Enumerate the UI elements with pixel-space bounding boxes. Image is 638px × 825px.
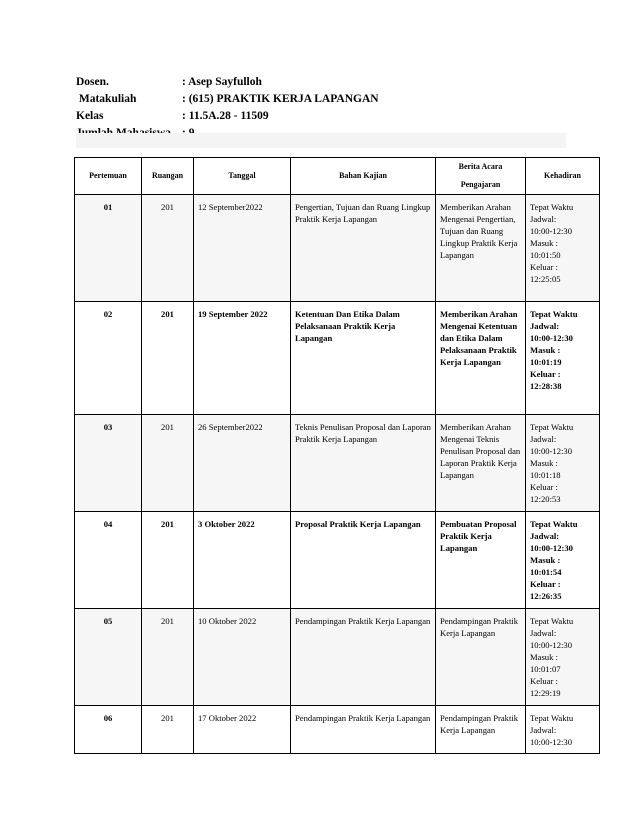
col-berita-acara-line1: Berita Acara [458, 162, 503, 171]
berita-acara-cell [436, 195, 526, 302]
kehadiran-line: Masuk : [530, 345, 561, 355]
tanggal-cell-text: 10 Oktober 2022 [198, 616, 257, 626]
tanggal-cell [194, 195, 291, 302]
pertemuan-cell-text: 01 [103, 202, 113, 212]
berita-acara-cell [436, 302, 526, 415]
bahan-kajian-cell-text: Ketentuan Dan Etika Dalam Pelaksanaan Praktik Kerja Lapangan [295, 309, 400, 343]
ruangan-cell-text: 201 [161, 713, 174, 723]
kehadiran-line: 12:28:38 [530, 381, 562, 391]
ruangan-cell [142, 195, 194, 302]
kehadiran-line: 10:00-12:30 [530, 737, 573, 747]
col-tanggal: Tanggal [194, 158, 291, 195]
ruangan-cell [142, 415, 194, 512]
berita-acara-cell [436, 512, 526, 609]
kehadiran-cell [526, 195, 600, 302]
kehadiran-line: Jadwal: [530, 321, 560, 331]
kelas-label: Kelas [76, 110, 104, 122]
kehadiran-cell [526, 609, 600, 706]
ruangan-cell [142, 512, 194, 609]
kehadiran-line: Keluar : [530, 262, 558, 272]
kehadiran-line: 12:26:35 [530, 591, 562, 601]
tanggal-cell-text: 12 September2022 [198, 202, 263, 212]
tanggal-cell [194, 415, 291, 512]
kehadiran-line: Masuk : [530, 458, 558, 468]
tanggal-cell [194, 302, 291, 415]
kehadiran-cell [526, 302, 600, 415]
kehadiran-cell [526, 415, 600, 512]
kehadiran-line: Masuk : [530, 555, 561, 565]
pertemuan-cell-text: 04 [103, 519, 113, 529]
col-berita-acara-line2: Pengajaran [460, 180, 501, 189]
course-info [76, 74, 379, 142]
kehadiran-line: Jadwal: [530, 531, 560, 541]
pertemuan-cell [75, 415, 142, 512]
bahan-kajian-cell [291, 415, 436, 512]
header-shade [76, 133, 566, 148]
kehadiran-line: 12:29:19 [530, 688, 561, 698]
table-row [75, 706, 600, 754]
kehadiran-cell [526, 512, 600, 609]
pertemuan-cell-text: 06 [103, 713, 113, 723]
table-row [75, 609, 600, 706]
pertemuan-cell-text: 03 [103, 422, 113, 432]
tanggal-cell-text: 26 September2022 [198, 422, 263, 432]
bahan-kajian-cell-text: Pengertian, Tujuan dan Ruang Lingkup Praktik Kerja Lapangan [295, 202, 431, 224]
tanggal-cell-text: 3 Oktober 2022 [198, 519, 255, 529]
kehadiran-line: Jadwal: [530, 725, 557, 735]
bahan-kajian-cell [291, 706, 436, 754]
kehadiran-line: 10:00-12:30 [530, 446, 573, 456]
tanggal-cell [194, 609, 291, 706]
kehadiran-line: Masuk : [530, 652, 558, 662]
kehadiran-line: 10:01:07 [530, 664, 561, 674]
berita-acara-cell [436, 706, 526, 754]
kehadiran-line: Tepat Waktu [530, 422, 574, 432]
ruangan-cell-text: 201 [161, 202, 174, 212]
kehadiran-line: 12:20:53 [530, 494, 561, 504]
ruangan-cell [142, 302, 194, 415]
bahan-kajian-cell-text: Proposal Praktik Kerja Lapangan [295, 519, 421, 529]
kehadiran-line: Tepat Waktu [530, 309, 578, 319]
col-pertemuan: Pertemuan [75, 158, 142, 195]
dosen-label: Dosen. [76, 76, 109, 88]
tanggal-cell [194, 512, 291, 609]
kelas-row [76, 108, 379, 125]
ruangan-cell [142, 706, 194, 754]
matakuliah-label: Matakuliah [76, 93, 137, 105]
ruangan-cell-text: 201 [161, 309, 174, 319]
table-header-row [75, 158, 600, 195]
attendance-table [74, 157, 600, 754]
berita-acara-cell-text: Pembuatan Proposal Praktik Kerja Lapangan [440, 519, 517, 553]
kehadiran-cell [526, 706, 600, 754]
dosen-row [76, 74, 379, 91]
kehadiran-line: 10:01:19 [530, 357, 562, 367]
pertemuan-cell [75, 706, 142, 754]
table-row [75, 512, 600, 609]
kehadiran-line: Tepat Waktu [530, 519, 578, 529]
berita-acara-cell-text: Memberikan Arahan Mengenai Ketentuan dan Etika Dalam Pelaksanaan Praktik Kerja Lapangan [440, 309, 518, 367]
berita-acara-cell [436, 415, 526, 512]
pertemuan-cell [75, 512, 142, 609]
bahan-kajian-cell [291, 609, 436, 706]
kelas-value: : 11.5A.28 - 11509 [182, 110, 269, 122]
table-row [75, 302, 600, 415]
col-bahan-kajian: Bahan Kajian [291, 158, 436, 195]
kehadiran-line: Keluar : [530, 676, 558, 686]
kehadiran-line: Masuk : [530, 238, 558, 248]
col-ruangan: Ruangan [142, 158, 194, 195]
kehadiran-line: 10:01:54 [530, 567, 562, 577]
tanggal-cell-text: 17 Oktober 2022 [198, 713, 257, 723]
col-berita-acara [436, 158, 526, 195]
kehadiran-line: Keluar : [530, 482, 558, 492]
bahan-kajian-cell [291, 195, 436, 302]
kehadiran-line: Keluar : [530, 369, 561, 379]
pertemuan-cell-text: 05 [103, 616, 113, 626]
bahan-kajian-cell [291, 512, 436, 609]
pertemuan-cell-text: 02 [103, 309, 113, 319]
berita-acara-cell-text: Memberikan Arahan Mengenai Teknis Penulisan Proposal dan Laporan Praktik Kerja Lapangan [440, 422, 521, 480]
ruangan-cell-text: 201 [161, 519, 174, 529]
kehadiran-line: 10:00-12:30 [530, 543, 573, 553]
ruangan-cell [142, 609, 194, 706]
kehadiran-line: 10:01:50 [530, 250, 561, 260]
kehadiran-line: 10:01:18 [530, 470, 561, 480]
kehadiran-line: 10:00-12:30 [530, 333, 573, 343]
kehadiran-line: Jadwal: [530, 628, 557, 638]
kehadiran-line: Tepat Waktu [530, 616, 574, 626]
berita-acara-cell-text: Memberikan Arahan Mengenai Pengertian, Tujuan dan Ruang Lingkup Praktik Kerja Lapangan [440, 202, 518, 260]
berita-acara-cell [436, 609, 526, 706]
berita-acara-cell-text: Pendampingan Praktik Kerja Lapangan [440, 616, 519, 638]
tanggal-cell [194, 706, 291, 754]
bahan-kajian-cell-text: Teknis Penulisan Proposal dan Laporan Praktik Kerja Lapangan [295, 422, 431, 444]
table-row [75, 195, 600, 302]
table-row [75, 415, 600, 512]
bahan-kajian-cell [291, 302, 436, 415]
kehadiran-line: 12:25:05 [530, 274, 561, 284]
ruangan-cell-text: 201 [161, 616, 174, 626]
kehadiran-line: 10:00-12:30 [530, 640, 573, 650]
ruangan-cell-text: 201 [161, 422, 174, 432]
col-kehadiran: Kehadiran [526, 158, 600, 195]
pertemuan-cell [75, 609, 142, 706]
pertemuan-cell [75, 302, 142, 415]
pertemuan-cell [75, 195, 142, 302]
bahan-kajian-cell-text: Pendampingan Praktik Kerja Lapangan [295, 713, 431, 723]
kehadiran-line: Tepat Waktu [530, 202, 574, 212]
kehadiran-line: Jadwal: [530, 214, 557, 224]
kehadiran-line: 10:00-12:30 [530, 226, 573, 236]
berita-acara-cell-text: Pendampingan Praktik Kerja Lapangan [440, 713, 519, 735]
kehadiran-line: Tepat Waktu [530, 713, 574, 723]
matakuliah-row [76, 91, 379, 108]
matakuliah-value: : (615) PRAKTIK KERJA LAPANGAN [182, 93, 379, 105]
dosen-value: : Asep Sayfulloh [182, 76, 262, 88]
tanggal-cell-text: 19 September 2022 [198, 309, 268, 319]
kehadiran-line: Jadwal: [530, 434, 557, 444]
bahan-kajian-cell-text: Pendampingan Praktik Kerja Lapangan [295, 616, 431, 626]
kehadiran-line: Keluar : [530, 579, 561, 589]
